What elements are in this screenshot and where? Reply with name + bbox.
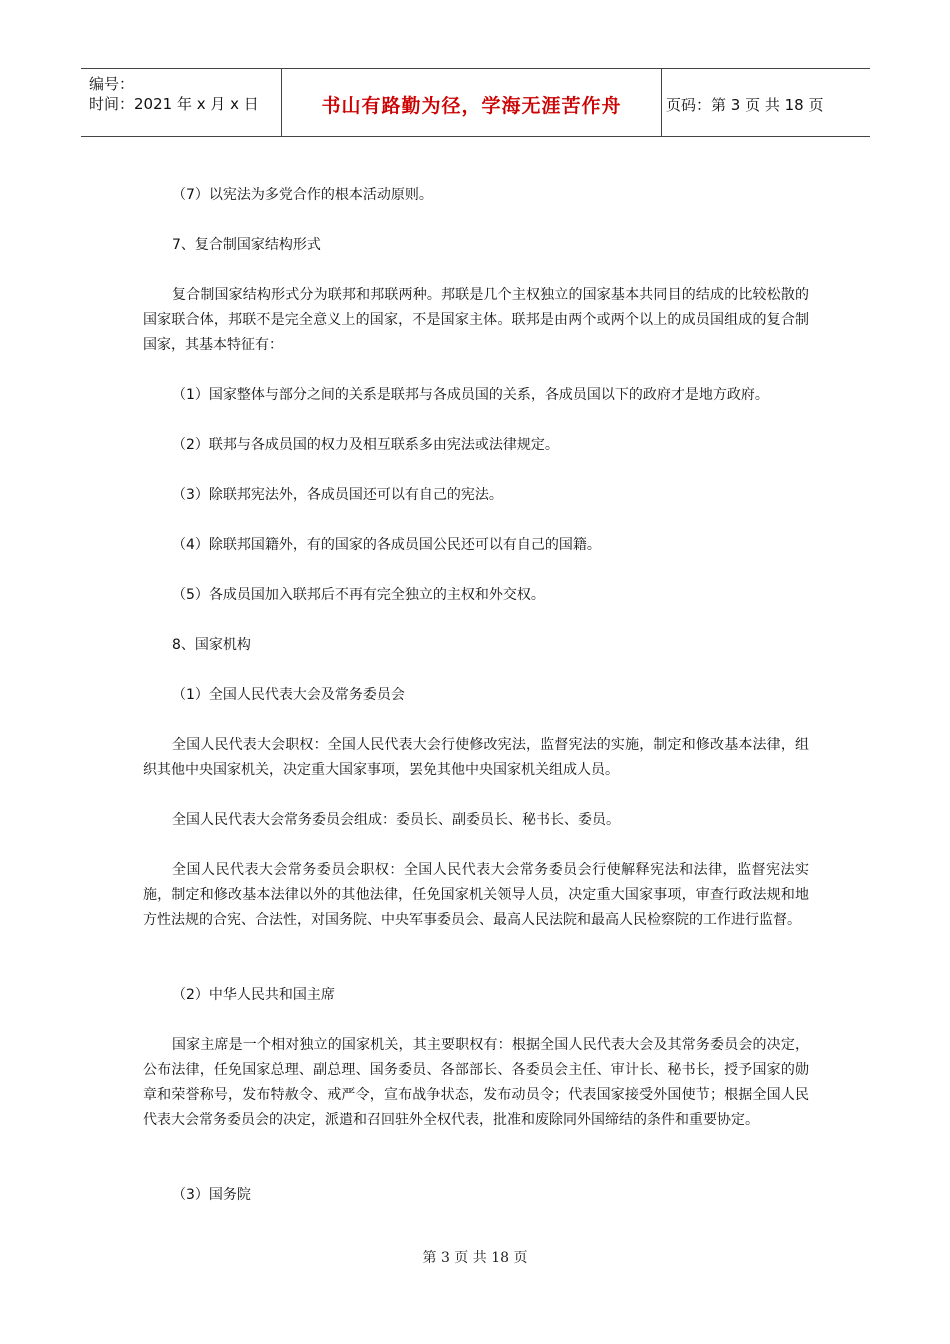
paragraph-item: （1）国家整体与部分之间的关系是联邦与各成员国的关系，各成员国以下的政府才是地方政府。	[172, 387, 769, 403]
header-page-cell	[662, 69, 870, 136]
paragraph: 复合制国家结构形式分为联邦和邦联两种。邦联是几个主权独立的国家基本共同目的结成的比较松散的国家联合体，邦联不是完全意义上的国家，不是国家主体。联邦是由两个或两个以上的成员国组成的复合制国家，其基本特征有：	[143, 287, 809, 353]
header-motto: 书山有路勤为径，学海无涯苦作舟	[321, 95, 622, 117]
header-page-info: 页码：第 3 页 共 18 页	[666, 96, 824, 114]
paragraph-item: （5）各成员国加入联邦后不再有完全独立的主权和外交权。	[172, 587, 545, 603]
section-heading: 7、复合制国家结构形式	[172, 237, 321, 253]
paragraph-item: （4）除联邦国籍外，有的国家的各成员国公民还可以有自己的国籍。	[172, 537, 601, 553]
paragraph: 全国人民代表大会常务委员会职权：全国人民代表大会常务委员会行使解释宪法和法律，监督宪法实施，制定和修改基本法律以外的其他法律，任免国家机关领导人员，决定重大国家事项，审查行政法规和地方性法规的合宪、合法性，对国务院、中央军事委员会、最高人民法院和最高人民检察院的工作进行监督。	[143, 862, 809, 928]
paragraph-item: （1）全国人民代表大会及常务委员会	[172, 687, 405, 703]
paragraph-item: （7）以宪法为多党合作的根本活动原则。	[172, 187, 433, 203]
header-motto-cell	[282, 69, 662, 136]
page-footer: 第 3 页 共 18 页	[422, 1250, 528, 1266]
paragraph: 国家主席是一个相对独立的国家机关，其主要职权有：根据全国人民代表大会及其常务委员会的决定，公布法律，任免国家总理、副总理、国务委员、各部部长、各委员会主任、审计长、秘书长，授予国家的勋章和荣誉称号，发布特赦令、戒严令，宣布战争状态，发布动员令；代表国家接受外国使节；根据全国人民代表大会常务委员会的决定，派遣和召回驻外全权代表，批准和废除同外国缔结的条件和重要协定。	[143, 1037, 809, 1128]
page-header	[81, 68, 870, 137]
section-heading: 8、国家机构	[172, 637, 251, 653]
paragraph: 全国人民代表大会常务委员会组成：委员长、副委员长、秘书长、委员。	[172, 812, 620, 828]
header-meta-cell	[81, 69, 282, 136]
paragraph: 全国人民代表大会职权：全国人民代表大会行使修改宪法，监督宪法的实施，制定和修改基本法律，组织其他中央国家机关，决定重大国家事项，罢免其他中央国家机关组成人员。	[143, 737, 809, 778]
paragraph-item: （3）国务院	[172, 1187, 251, 1203]
paragraph-item: （2）中华人民共和国主席	[172, 987, 335, 1003]
paragraph-item: （3）除联邦宪法外，各成员国还可以有自己的宪法。	[172, 487, 503, 503]
document-date-label: 时间：2021 年 x 月 x 日	[89, 95, 259, 113]
document-number-label: 编号：	[89, 75, 135, 93]
paragraph-item: （2）联邦与各成员国的权力及相互联系多由宪法或法律规定。	[172, 437, 559, 453]
